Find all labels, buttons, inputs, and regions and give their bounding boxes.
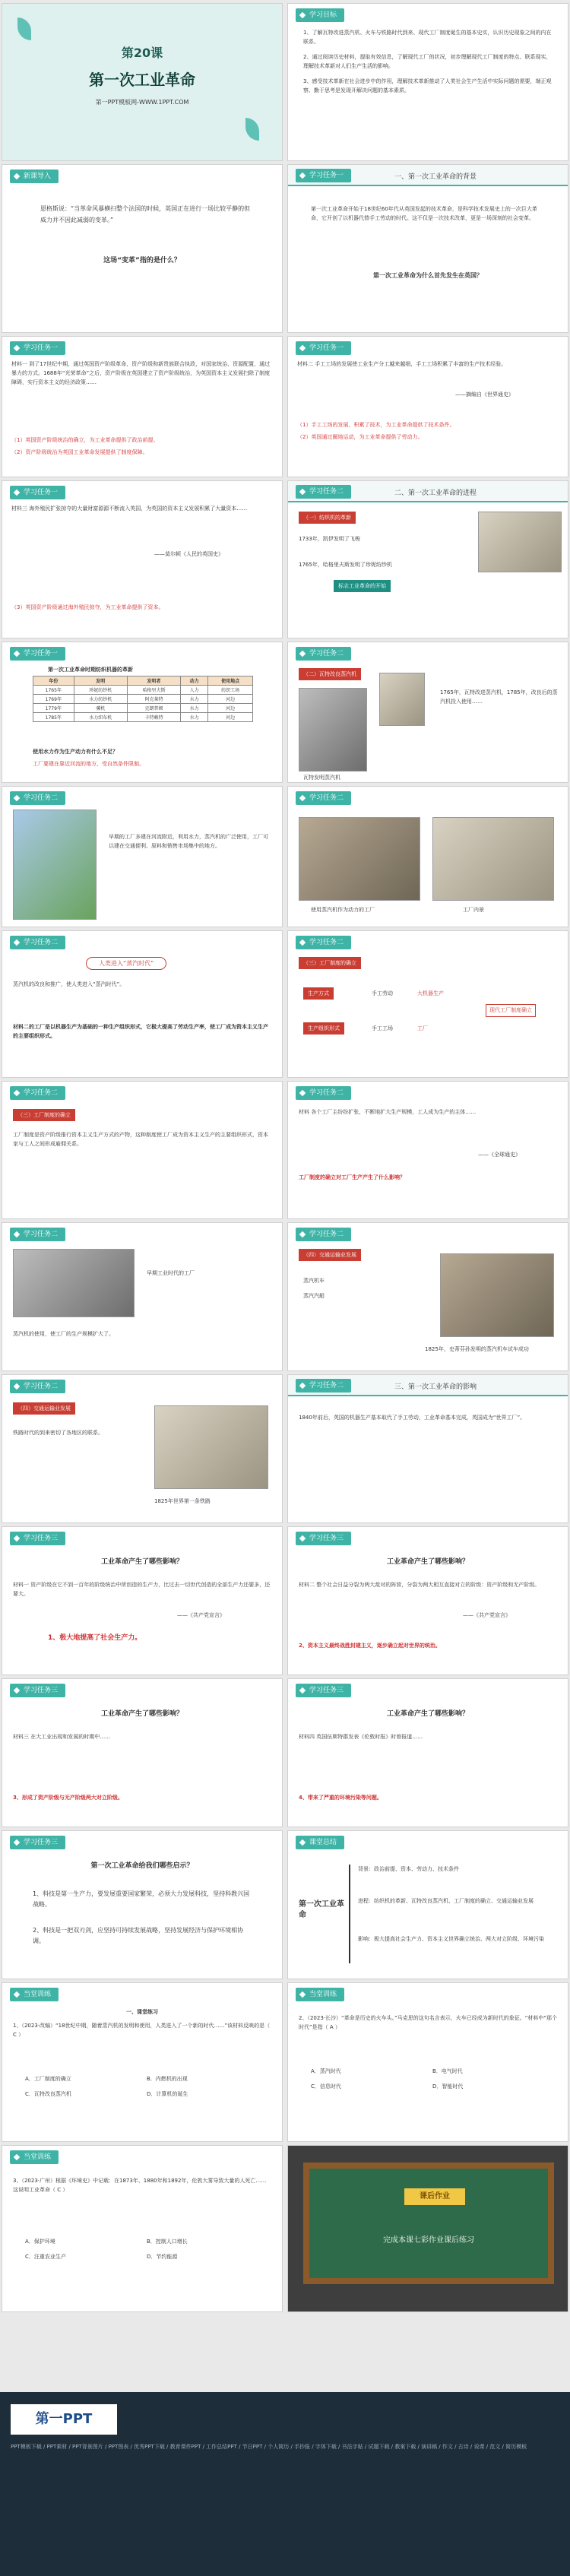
- section-tag: 学习任务二: [296, 1379, 351, 1393]
- table-cell: 水力纺纱机: [74, 695, 127, 704]
- slide-quiz-3: [2, 2145, 283, 2312]
- slide-impact-4: [287, 1678, 568, 1827]
- lesson-point: 2、科技是一把双刃剑，应坚持可持续发展战略，坚持发展经济与保护环境相协调。: [33, 1927, 244, 1944]
- table-cell: 水力: [181, 713, 208, 722]
- process-caption: 标志工业革命的开始: [334, 580, 391, 592]
- quiz-section: 一、课堂练习: [126, 2009, 158, 2015]
- quiz-option[interactable]: A．保护环境: [25, 2239, 55, 2245]
- transport-item: 蒸汽机车: [303, 1278, 325, 1284]
- invention-table: [33, 676, 253, 722]
- early-factory-text: 蒸汽机的使用，使工厂的生产规模扩大了。: [13, 1331, 114, 1337]
- footer-links[interactable]: PPT模板下载 / PPT素材 / PPT背景图片 / PPT图表 / 优秀PPT下载 / 教育课件PPT / 工作总结PPT / 节日PPT / 个人简历 / 手抄报 / 字体下载 / 书法字帖 / 试题下载 / 教案下载 / 演讲稿 / 作文 / 古诗 / 说课 / 范文 / 简历模板: [11, 2444, 527, 2450]
- slide-quiz-1: [2, 1982, 283, 2142]
- table-cell: 河边: [208, 695, 253, 704]
- process-item: 工厂: [417, 1025, 428, 1031]
- impact-answer: 4、带来了严重的环境污染等问题。: [299, 1795, 382, 1801]
- table-question: 使用水力作为生产动力有什么不足？: [33, 749, 118, 755]
- slide-material-3: [2, 480, 283, 638]
- slide-background: [287, 164, 568, 333]
- process-item: 手工劳动: [372, 990, 393, 996]
- table-row: [33, 704, 253, 713]
- part-label: （三）工厂制度的确立: [13, 1109, 75, 1121]
- background-text: 第一次工业革命开始于18世纪60年代从英国发起的技术革命，是科学技术发展史上的一次巨大革命，它开创了以机器代替手工劳动的时代。这不仅是一次技术改革，更是一场深刻的社会变革。: [311, 206, 537, 221]
- table-cell: 阿克莱特: [127, 695, 180, 704]
- impact-question: 工业革命产生了哪些影响？: [100, 1710, 183, 1718]
- section-tag: 学习任务三: [10, 1532, 65, 1545]
- footer-logo[interactable]: 第一PPT: [11, 2404, 117, 2435]
- slide-material-1: [2, 336, 283, 477]
- britain-map: [13, 810, 97, 920]
- material-answer: （1）英国资产阶级统治的确立，为工业革命提供了政治前提。: [11, 437, 159, 443]
- summary-brace: [349, 1865, 350, 1963]
- slide-textile-table: [2, 642, 283, 783]
- slide-goals: [287, 3, 568, 161]
- part-label: （四）交通运输业发展: [299, 1249, 361, 1261]
- table-row: [33, 713, 253, 722]
- steam-engine-image: [299, 688, 367, 772]
- image-caption: 工厂内景: [463, 907, 484, 913]
- quiz-option[interactable]: D．节约能源: [147, 2254, 178, 2260]
- timeline-item: 1733年，凯伊发明了飞梭: [299, 536, 360, 542]
- intro-question: 这场“变革”指的是什么？: [103, 257, 181, 265]
- homework-title: 课后作业: [404, 2188, 465, 2205]
- slide-factory-location: [2, 786, 283, 927]
- section-tag: 学习任务二: [296, 791, 351, 805]
- slide-process-textile: [287, 480, 568, 638]
- quiz-option[interactable]: D．计算机的诞生: [147, 2091, 188, 2097]
- table-cell: 人力: [181, 686, 208, 695]
- summary-branch: 背景：政治前提、资本、劳动力、技术条件: [358, 1866, 459, 1872]
- table-cell: 1779年: [33, 704, 74, 713]
- slide-factory-impact: [2, 1081, 283, 1219]
- lesson-title: 第一次工业革命: [89, 71, 195, 89]
- steam-age-text: 蒸汽机的改良和推广，使人类进入“蒸汽时代”。: [13, 981, 125, 987]
- quiz-option[interactable]: B．控制人口增长: [147, 2239, 188, 2245]
- table-caption: 第一次工业革命时期纺织机器的革新: [48, 667, 133, 673]
- factory-text: 工厂制度是资产阶级推行资本主义生产方式的产物，这种制度使工厂成为资本主义生产的主要组织形式，资本家与工人之间形成雇佣关系。: [13, 1132, 268, 1147]
- table-cell: 河边: [208, 713, 253, 722]
- summary-branch: 影响：极大提高社会生产力、资本主义世界确立统治、两大对立阶级、环境污染: [358, 1936, 544, 1942]
- slide-quiz-2: [287, 1982, 568, 2142]
- material-source: ——《共产党宣言》: [463, 1612, 511, 1618]
- lesson-point: 1、科技是第一生产力，要发展重要国家繁荣，必须大力发展科技，坚持科教兴国战略。: [33, 1890, 250, 1908]
- section-tag: 学习任务二: [296, 485, 351, 499]
- section-tag: 课堂总结: [296, 1836, 344, 1849]
- material-source: ——莫尔顿《人民的英国史》: [154, 551, 223, 557]
- quiz-option[interactable]: C．信息时代: [311, 2083, 341, 2090]
- location-text: 早期的工厂多建在河流附近，利用水力，蒸汽机的广泛使用，工厂可以建在交通便利、原料和销售市场集中的地方。: [109, 834, 268, 849]
- goal-item: 3、感受技术革新在社会进步中的作用，理解技术革新推动了人类社会生产生活中实际问题的需要，端正观察、勤于思考是发现开解决问题的基本素质。: [303, 78, 552, 93]
- railway-text: 铁路时代的到来密切了各地区的联系。: [13, 1430, 103, 1436]
- goals-list: [303, 28, 554, 95]
- lesson-number: 第20课: [121, 46, 163, 60]
- section-tag: 学习任务一: [10, 647, 65, 661]
- table-cell: 珍妮纺纱机: [74, 686, 127, 695]
- slide-impact-1: [2, 1526, 283, 1675]
- summary-branch: 进程：纺织机的革新、瓦特改良蒸汽机、工厂制度的确立、交通运输业发展: [358, 1898, 534, 1904]
- table-cell: 纺织工场: [208, 686, 253, 695]
- impact-question: 工业革命产生了哪些影响？: [100, 1558, 183, 1566]
- section-tag: 学习任务一: [10, 341, 65, 355]
- table-cell: 骡机: [74, 704, 127, 713]
- homework-text: 完成本课七彩作业课后练习: [383, 2236, 474, 2245]
- result-box: 现代工厂制度确立: [486, 1004, 536, 1017]
- part-label: （四）交通运输业发展: [13, 1402, 75, 1415]
- table-cell: 水力: [181, 704, 208, 713]
- section-subtitle: 三、第一次工业革命的影响: [394, 1383, 477, 1391]
- railway-image: [154, 1405, 268, 1489]
- blackboard: [303, 2163, 554, 2284]
- slide-material-2: [287, 336, 568, 477]
- material-answer: （2）英国通过圈地运动，为工业革命提供了劳动力。: [297, 434, 423, 440]
- section-subtitle: 一、第一次工业革命的背景: [394, 173, 477, 181]
- factory-material: 材料 各个工厂主纷纷扩张，不断地扩大生产规模，工人成为生产的主体……: [299, 1109, 477, 1115]
- impact-material: 材料一 资产阶级在它不到一百年的阶级统治中所创造的生产力，比过去一切世代创造的全部生产力还要多，还要大。: [13, 1582, 271, 1597]
- image-caption: 使用蒸汽机作为动力的工厂: [311, 907, 375, 913]
- material-answer: （3）英国资产阶级通过海外殖民掠夺，为工业革命提供了资本。: [11, 604, 164, 610]
- table-row: [33, 686, 253, 695]
- locomotive-image: [440, 1253, 554, 1337]
- section-tag: 学习任务二: [10, 1228, 65, 1241]
- section-tag: 学习任务三: [296, 1532, 351, 1545]
- early-factory-image: [13, 1249, 135, 1317]
- material-answer: （2）资产阶级统治为英国工业革命发展提供了制度保障。: [11, 449, 148, 455]
- table-header: 使用地点: [208, 676, 253, 686]
- quiz-option[interactable]: D．智能时代: [432, 2083, 464, 2090]
- section-subtitle: 二、第一次工业革命的进程: [394, 490, 477, 497]
- impact-question: 工业革命产生了哪些影响？: [386, 1558, 469, 1566]
- material-source: ——《全球通史》: [478, 1152, 521, 1158]
- table-row: [33, 695, 253, 704]
- slide-summary: [287, 1830, 568, 1979]
- quiz-option[interactable]: B．内燃机的出现: [147, 2076, 188, 2082]
- material-text: 材料二 手工工场的发展使工业生产分工越来越细，手工工场积累了丰富的生产技术经验。: [297, 361, 507, 367]
- slide-factory-system: [287, 930, 568, 1078]
- slide-lessons: [2, 1830, 283, 1979]
- table-cell: 1765年: [33, 686, 74, 695]
- intro-quote: 恩格斯说：“当革命风暴横扫整个法国的时候，英国正在进行一场比较平静的但威力并不因此减弱的变革。”: [40, 205, 251, 223]
- summary-center: 第一次工业革命: [299, 1900, 344, 1919]
- part-label: （一）纺织机的革新: [299, 512, 356, 524]
- quiz-question: 1、（2023·改编）“18世纪中期，随着蒸汽机的发明和使用，人类进入了一个新的时代……”该材料反映的是（ C ）: [13, 2023, 271, 2038]
- section-tag: 当堂训练: [10, 1988, 59, 2001]
- table-header: 年份: [33, 676, 74, 686]
- slide-railway: [2, 1374, 283, 1523]
- process-item: 手工工场: [372, 1025, 393, 1031]
- quiz-option[interactable]: B．电气时代: [432, 2068, 463, 2074]
- table-cell: 克朗普顿: [127, 704, 180, 713]
- slide-impact-3: [2, 1678, 283, 1827]
- impact-answer: 2、资本主义最终战胜封建主义，逐步确立起对世界的统治。: [299, 1643, 441, 1649]
- section-tag: 学习目标: [296, 8, 344, 22]
- quiz-option[interactable]: C．瓦特改良蒸汽机: [25, 2091, 71, 2097]
- factory-question: 工厂制度的确立对工厂生产产生了什么影响？: [299, 1174, 405, 1180]
- impact-material: 材料三 在大工业出现和发展的时期中……: [13, 1734, 111, 1740]
- section-tag: 学习任务三: [296, 1684, 351, 1697]
- transport-item: 蒸汽汽船: [303, 1293, 325, 1299]
- site-label: 第一PPT模板网-WWW.1PPT.COM: [95, 99, 189, 106]
- impact-material: 材料二 整个社会日益分裂为两大敌对的阵营，分裂为两大相互直接对立的阶级：资产阶级和无产阶级。: [299, 1582, 540, 1588]
- image-caption: 早期工业时代的工厂: [147, 1270, 195, 1276]
- quiz-option[interactable]: A．工厂制度的确立: [25, 2076, 71, 2082]
- section-tag: 学习任务三: [10, 1684, 65, 1697]
- quiz-question: 2、（2023·长沙）“革命是历史的火车头。”马克思的这句名言表示，火车已经成为新时代的象征。“材料中“那个时代”是指（ A ）: [299, 2015, 557, 2030]
- section-tag: 当堂训练: [10, 2150, 59, 2164]
- background-question: 第一次工业革命为什么首先发生在英国？: [373, 272, 483, 279]
- section-tag: 学习任务一: [10, 486, 65, 499]
- table-cell: 水力: [181, 695, 208, 704]
- impact-text: 1840年前后，英国的机器生产基本取代了手工劳动，工业革命基本完成，英国成为“世界工厂”。: [299, 1415, 526, 1421]
- image-caption: 1825年，史蒂芬孙发明的蒸汽机车试车成功: [425, 1346, 529, 1352]
- section-tag: 学习任务二: [296, 936, 351, 949]
- impact-answer: 3、形成了资产阶级与无产阶级两大对立阶级。: [13, 1795, 123, 1801]
- factory-image: [299, 817, 420, 901]
- section-tag: 学习任务二: [296, 647, 351, 661]
- section-tag: 学习任务一: [296, 169, 351, 182]
- section-tag: 学习任务二: [10, 791, 65, 805]
- material-source: ——摘编自《世界通史》: [455, 391, 514, 398]
- watt-caption: 瓦特发明蒸汽机: [303, 775, 340, 781]
- quiz-question: 3、（2023·广州）根据《环境史》中记载：在1873年、1880年和1892年，伦敦大雾导致大量的人死亡……这说明工业革命（ C ）: [13, 2178, 267, 2193]
- table-header: 动力: [181, 676, 208, 686]
- table-cell: 水力织布机: [74, 713, 127, 722]
- slide-factory-material: [287, 1081, 568, 1219]
- slide-early-factory: [2, 1222, 283, 1371]
- lessons-question: 第一次工业革命给我们哪些启示？: [90, 1862, 194, 1870]
- goal-item: 2、通过阅读历史材料，提取有效信息，了解现代工厂的状况，初步理解现代工厂制度的特点、联系现实，理解技术革新对人们生产生活的影响。: [303, 54, 552, 69]
- table-cell: 卡特赖特: [127, 713, 180, 722]
- slide-intro: [2, 164, 283, 333]
- slide-steam-age: [2, 930, 283, 1078]
- part-label: （二）瓦特改良蒸汽机: [299, 668, 361, 680]
- table-header: 发明: [74, 676, 127, 686]
- material-text: 材料一 到了17世纪中期，通过英国资产阶级革命，资产阶级和新贵族联合执政，对国家统治、资源配置，通过暴力的方式。1688年“光荣革命”之后，资产阶级在英国建立了资产阶级统治，为英国资本主义发展扫除了制度障碍，实行资本主义的经济政策……: [11, 361, 271, 385]
- part-label: （三）工厂制度的确立: [299, 957, 361, 969]
- slide-transport: [287, 1222, 568, 1371]
- slide-watt: [287, 642, 568, 783]
- quiz-option[interactable]: C．注重农业生产: [25, 2254, 66, 2260]
- section-tag: 学习任务三: [10, 1836, 65, 1849]
- section-tag: 学习任务二: [10, 936, 65, 949]
- table-header: 发明者: [127, 676, 180, 686]
- category-label: 生产方式: [303, 987, 334, 1000]
- factory-interior-image: [432, 817, 554, 901]
- process-item: 大机器生产: [417, 990, 444, 996]
- slide-homework: [287, 2145, 568, 2312]
- section-tag: 新课导入: [10, 170, 59, 183]
- slide-impact-2: [287, 1526, 568, 1675]
- material-text: 材料三 海外殖民扩张掠夺的大量财富源源不断流入英国，为英国的资本主义发展积累了大量资本……: [11, 505, 248, 512]
- slide-title: [2, 3, 283, 161]
- category-label: 生产组织形式: [303, 1022, 344, 1035]
- watt-text: 1765年，瓦特改进蒸汽机，1785年，改良后的蒸汽机投入使用……: [440, 689, 558, 705]
- section-tag: 学习任务二: [10, 1086, 65, 1100]
- table-cell: 1785年: [33, 713, 74, 722]
- steam-age-pill: 人类进入“蒸汽时代”: [86, 957, 166, 970]
- spinning-jenny-image: [478, 512, 562, 572]
- table-cell: 哈格里夫斯: [127, 686, 180, 695]
- table-answer: 工厂要建在靠近河流的地方，受自然条件限制。: [33, 761, 144, 767]
- impact-question: 工业革命产生了哪些影响？: [386, 1710, 469, 1718]
- section-tag: 学习任务二: [296, 1228, 351, 1241]
- section-tag: 学习任务二: [296, 1086, 351, 1100]
- impact-answer: 1、极大地提高了社会生产力。: [48, 1634, 142, 1642]
- section-tag: 学习任务二: [10, 1380, 65, 1393]
- slide-factory-images: [287, 786, 568, 927]
- section-tag: 当堂训练: [296, 1988, 344, 2001]
- table-cell: 1769年: [33, 695, 74, 704]
- impact-material: 材料四 英国伍斯特郡发表《伦敦时报》时曾报道……: [299, 1734, 423, 1740]
- steam-age-conclusion: 材料二的工厂是以机器生产为基础的一种生产组织形式，它极大提高了劳动生产率，使工厂成为资本主义生产的主要组织形式。: [13, 1024, 268, 1039]
- watt-portrait: [379, 673, 425, 726]
- table-cell: 河边: [208, 704, 253, 713]
- material-source: ——《共产党宣言》: [177, 1612, 225, 1618]
- footer: [0, 2392, 570, 2576]
- material-answer: （1）手工工场的发展，积累了技术，为工业革命提供了技术条件。: [297, 422, 455, 428]
- goal-item: 1、了解瓦特改进蒸汽机、火车与铁路时代到来、现代工厂制度诞生的基本史实，认识历史现象之间的内在联系。: [303, 30, 552, 45]
- timeline-item: 1765年，哈格里夫斯发明了珍妮纺纱机: [299, 562, 392, 568]
- slide-impact: [287, 1374, 568, 1523]
- image-caption: 1825年世界第一条铁路: [154, 1498, 211, 1504]
- section-tag: 学习任务一: [296, 341, 351, 355]
- quiz-option[interactable]: A．蒸汽时代: [311, 2068, 341, 2074]
